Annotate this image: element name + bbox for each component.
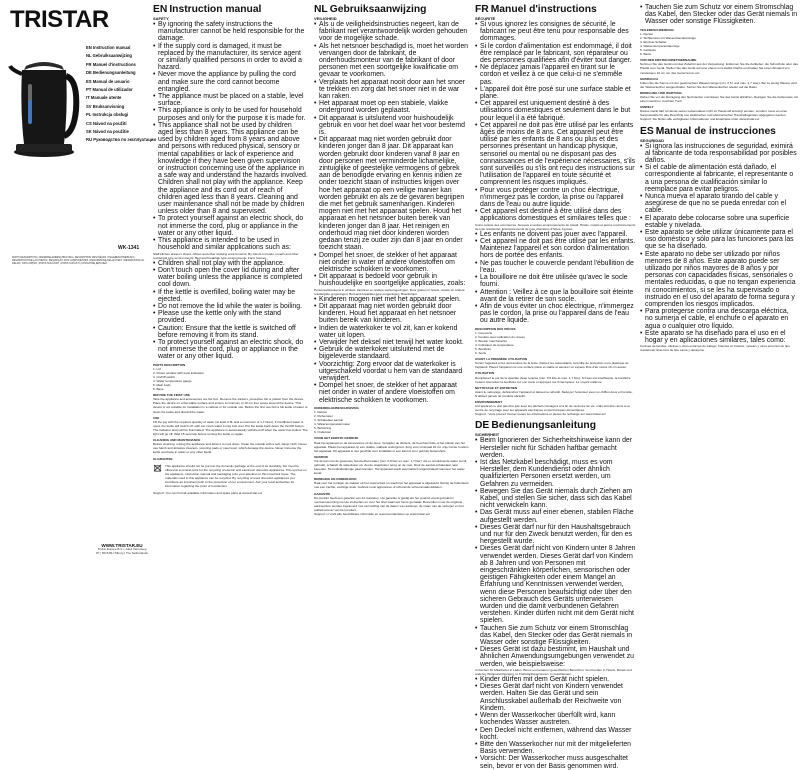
- safety-item: • Den Deckel nicht entfernen, während das Wasser kocht.: [475, 727, 636, 741]
- safety-item: • Afin de vous éviter un choc électrique, n'immergez pas le cordon, la prise ou l'appareil dans de l'eau ou autre liquide.: [475, 303, 636, 325]
- guarantee-heading: ENVIRONNEMENT: [475, 400, 503, 405]
- uses-list: Staff kitchen areas in shops, offices and other working environments; By clients in hotels, motels and other residential type environments; Bed and breakfast type environments; Farm houses.: [153, 251, 299, 260]
- kettle-illustration: [10, 40, 80, 160]
- safety-item: • Attention : Veillez à ce que la bouilloire soit éteinte avant de la retirer de son socle.: [475, 289, 636, 303]
- guarantee-text: Dit product heeft een garantie van 24 maanden. Uw garantie is geldig als het product wordt gebruikt in overeenstemming met de instructies en voor het doel waarvoor het is gemaakt. Bovendien moet de originele aankoopbon worden ingeleverd met vermelding van de datum van aankoop, de naam van de verkoper en het artikelnummer van het product.: [314, 495, 464, 512]
- part-item: 2. Peilvenster: [314, 413, 333, 418]
- use-text: Remplissez le pot de la quantité d'eau requise (min. 0,5 litre et max. 1,7 litre). Si l'eau est insuffisante, la bouilloire s'éteint. Remettez la bouilloire sur son socle et appuyez sur l'interrupteur. Le voyant s'allume.: [475, 375, 631, 384]
- part-item: 4. Watertemperatuurmeter: [314, 422, 351, 427]
- cover-column: [0, 0, 156, 575]
- part-item: 3. On/Off switch: [153, 374, 175, 379]
- safety-item: • Als u de veiligheidsinstructies negeert, kan de fabrikant niet verantwoordelijk worden gehouden voor de mogelijke schade.: [314, 21, 469, 43]
- website-link[interactable]: WWW.TRISTAR.EU: [101, 543, 143, 548]
- safety-item: • Dompel het snoer, de stekker of het apparaat niet onder in water of andere vloeistoffen om elektrische schokken te voorkomen.: [314, 252, 469, 274]
- safety-item: • If the kettle is overfilled, boiling water may be ejected.: [153, 289, 308, 303]
- before-heading: BEFORE THE FIRST USE: [153, 393, 190, 398]
- brand-logo: TRISTAR: [10, 6, 109, 33]
- safety-item: • Si el cable de alimentación está dañado, el correspondiente al fabricante, el representante o a una persona de cualificación similar lo reemplace para evitar peligros.: [640, 164, 798, 193]
- safety-item: • Beim Ignorieren der Sicherheitshinweise kann der Hersteller nicht für Schäden haftbar gemacht werden.: [475, 437, 636, 459]
- safety-item: • This appliance shall not be used by children aged less than 8 years. This appliance can be used by children aged from 8 years and above and persons with reduced physical, sensory or mental capabilities or lack of experience and knowledge if they have been given supervision or instruction concerning use of the appliance in a safe way and understand the hazards involved. Children shall not play with the appliance. Keep the appliance and its cord out of reach of children aged less than 8 years. Cleaning and user maintenance shall not be made by children unless older than 8 and supervised.: [153, 122, 308, 216]
- guarantee-heading: GUARANTEE: [153, 456, 173, 461]
- part-item: 2. Fenêtre avec indication du niveau: [475, 334, 525, 339]
- before-text: Nehmen Sie das Gerät und das Zubehör aus der Verpackung. Entfernen Sie die Aufkleber, die Schutzfolie oder das Plastik vom Gerät. Stellen Sie das Gerät auf eine ebene und stabile Fläche und halten Sie einen Abstand von mindestens 10 cm um das Gerät herum ein.: [640, 62, 798, 75]
- safety-item: • Cet appareil est uniquement destiné à des utilisations domestiques et seulement dans le but pour lequel il a été fabriqué.: [475, 100, 636, 122]
- cleaning-text: Haal voor het reinigen de stekker uit het stopcontact en wacht tot het apparaat is afgekoeld. Reinig de buitenkant met een zachte, vochtige doek. Gebruik nooit agressieve of schurende schoonmaakmiddelen.: [314, 481, 469, 490]
- language-item: DE Bedienungsanleitung: [86, 70, 136, 76]
- safety-item: • Si ignora las instrucciones de seguridad, eximirá al fabricante de toda responsabilidad por posibles daños.: [640, 143, 798, 165]
- before-heading: VOR DER ERSTEN INBETRIEBNAHME: [640, 58, 697, 63]
- section-title-nl: NL Gebruiksaanwijzing: [314, 4, 427, 15]
- safety-item: • Please use the kettle only with the stand provided.: [153, 310, 308, 324]
- language-item: EN Instruction manual: [86, 45, 131, 50]
- column-fr-de: [475, 4, 636, 770]
- safety-item: • Dit apparaat mag niet worden gebruikt door kinderen. Houd het apparaat en het netsnoer buiten bereik van kinderen.: [314, 303, 469, 325]
- column-nl: [314, 4, 469, 570]
- safety-item: • Dit apparaat is uitsluitend voor huishoudelijk gebruik en voor het doel waar het voor bestemd is.: [314, 115, 469, 137]
- safety-item: • Dieses Gerät darf nur für den Haushaltsgebrauch und nur für den Zweck benutzt werden, für den es hergestellt wurde.: [475, 524, 636, 546]
- part-item: 3. Ein/Aus-Schalter: [640, 39, 667, 44]
- safety-item: • To protect yourself against an electric shock, do not immerse the cord, plug or appliance in the water or any other liquid.: [153, 339, 308, 361]
- safety-item: • La bouilloire ne doit être utilisée qu'avec le socle fourni.: [475, 274, 636, 288]
- cleaning-text: Ziehen Sie vor der Reinigung den Netzstecker und lassen Sie das Gerät abkühlen. Reinigen Sie die Außenseite mit einem weichen, feuchten Tuch.: [640, 95, 798, 104]
- safety-item: • Dit apparaat is bedoeld voor gebruik in huishoudelijke en soortgelijke applicaties, zoals:: [314, 273, 469, 287]
- language-item: SV Bruksanvisning: [86, 103, 125, 109]
- cover-parts-caption: PARTS DESCRIPTION | ONDERDELENBESCHRIJVING | DESCRIPTION DES PIÈCES | TEILEBESCHREIBUNG | DESCRIPCIÓN DE LAS PIEZAS | DESCRIÇÃO DOS COMPONENTES | DESCRIZIONE DELLE PARTI | BESKRIVNING AV DELAR | OPIS CZĘŚCI | POPIS SOUČÁSTÍ | POPIS SÚČASTÍ | ОПИСАНИЕ ДЕТАЛЕЙ: [12, 256, 145, 266]
- parts-heading: PARTS DESCRIPTION: [153, 362, 186, 367]
- use-text: Fill the jug with the required quantity of water (at least 0.5L and a maximum of 1.7 litres). If insufficient water is used, the kettle will switch off, with too much water it may boil over. Put the kettle back down the On/Off button. The indicator lamp will be illuminated. The appliance is automatically switched off when the water has boiled. The light will go off. Wait 15 seconds before turning the kettle on again.: [153, 419, 308, 437]
- safety-item: • Never move the appliance by pulling the cord and make sure the cord cannot become entangled.: [153, 71, 308, 93]
- cleaning-heading: REINIGING EN ONDERHOUD: [314, 477, 357, 482]
- safety-item: • Nunca mueva el aparato tirando del cable y asegúrese de que no se pueda enredar con el cable.: [640, 193, 798, 215]
- safety-item: • Les enfants ne doivent pas jouer avec l'appareil.: [475, 231, 636, 238]
- column-de-es: [640, 4, 798, 570]
- language-item: CS Návod na použití: [86, 120, 127, 126]
- part-item: 5. Main body: [153, 383, 171, 387]
- safety-item: • Vorsicht: Der Wasserkocher muss ausgeschaltet sein, bevor er von der Basis genommen wird.: [475, 755, 636, 769]
- safety-heading: SEGURIDAD: [640, 137, 665, 143]
- safety-item: • Dompel het snoer, de stekker of het apparaat niet onder in water of andere vloeistoffen om elektrische schokken te voorkomen.: [314, 382, 469, 404]
- language-item: ES Manual de usuario: [86, 78, 130, 84]
- safety-item: • Wenn der Wasserkocher überfüllt wird, kann kochendes Wasser austreten.: [475, 712, 636, 726]
- safety-item: • Dit apparaat mag niet worden gebruikt door kinderen jonger dan 8 jaar. Dit apparaat kan worden gebruikt door kinderen vanaf 8 jaar en door personen met verminderde lichamelijke, zintuiglijke of geestelijke vermogens of gebrek aan de benodigde ervaring en kennis indien ze onder toezicht staan of instructies krijgen over hoe het apparaat op een veilige manier kan worden gebruikt en als ze de gevaren begrijpen die met het gebruik samenhangen. Kinderen mogen niet met het apparaat spelen. Houd het apparaat en het netsnoer buiten bereik van kinderen jonger dan 8 jaar. Het reinigen en onderhoud mag niet door kinderen worden gedaan tenzij ze ouder zijn dan 8 jaar en onder toezicht staan.: [314, 136, 469, 251]
- safety-item: • The appliance must be placed on a stable, level surface.: [153, 93, 308, 107]
- part-item: 6. Onderstel: [314, 430, 331, 435]
- uses-list: Personeelskeukens in winkels, kantoren en andere werkomgevingen; Door gasten in hotels, motels en andere residentiële omgevingen; Bed-and-breakfast-type omgevingen; Boerderijen.: [314, 287, 465, 296]
- section-title-fr: FR Manuel d'instructions: [475, 4, 597, 15]
- safety-item: • Cet appareil ne doit pas être utilisé par les enfants. Maintenez l'appareil et son cordon d'alimentation hors de portée des enfants.: [475, 238, 636, 260]
- safety-item: • Ne pas toucher le couvercle pendant l'ébullition de l'eau.: [475, 260, 636, 274]
- safety-item: • Ist das Netzkabel beschädigt, muss es vom Hersteller, dem Kundendienst oder ähnlich qualifizierten Personen ersetzt werden, um Gefahren zu vermeiden.: [475, 459, 636, 488]
- part-item: 1. Couvercle: [475, 330, 493, 335]
- column-en: [153, 4, 308, 570]
- support-text: Support: U vindt alle beschikbare informatie en reserveonderdelen op www.tristar.eu!: [314, 512, 431, 516]
- language-item: PT Manual de utilizador: [86, 87, 133, 93]
- part-item: 5. Bouilloire: [475, 346, 492, 351]
- part-item: 2. Power window with level indication: [153, 370, 204, 375]
- before-text: Haal het apparaat en de accessoires uit de doos. Verwijder de stickers, de beschermfolie of het plastic van het apparaat. Plaats het apparaat op een vlakke, stabiele ondergrond. Zorg voor minimaal 10 cm vrije ruimte rondom het apparaat. Dit apparaat is niet geschikt voor installatie in een kast of voor gebruik buitenshuis.: [314, 440, 469, 453]
- part-item: 6. Socle: [475, 351, 487, 356]
- part-item: 1. Deckel: [640, 31, 653, 36]
- safety-item: • Dieses Gerät darf nicht von Kindern verwendet werden. Halten Sie das Gerät und sein Anschlusskabel außerhalb der Reichweite von Kindern.: [475, 683, 636, 712]
- support-text: Support: Sie finden alle verfügbaren Informationen und Ersatzteile unter www.tristar.eu!: [640, 117, 760, 122]
- safety-item: • Para protegerse contra una descarga eléctrica, no sumerja el cable, el enchufe o el aparato en agua o cualquier otro líquido.: [640, 308, 798, 330]
- safety-item: • Don't touch open the cover lid during and after water boiling unless the appliance is completed cool down.: [153, 267, 308, 289]
- part-item: 6. Basis: [640, 52, 652, 57]
- use-heading: GEBRAUCH: [640, 76, 658, 81]
- part-item: 5. Gehäuse: [640, 48, 656, 53]
- part-item: 5. Behuizing: [314, 426, 332, 431]
- safety-item: • Tauchen Sie zum Schutz vor einem Stromschlag das Kabel, den Stecker oder das Gerät niemals in Wasser oder sonstige Flüssigkeiten.: [640, 4, 798, 26]
- language-item: FR Manuel d'instructions: [86, 61, 136, 67]
- language-item: SK Návod na použitie: [86, 129, 129, 135]
- safety-item: • Cet appareil est destiné à être utilisé dans des applications domestiques et similaires telles que :: [475, 208, 636, 222]
- company-address: Tristar Europe B.V. | Jules Verneweg 87 | 5015 BH Tilburg | The Netherlands: [96, 547, 148, 555]
- guarantee-text: This appliance should not be put into the domestic garbage at the end of its durability, but must be offered at a central point for the recycling of electric and electronic domestic appliances. This symbol on the appliance, instruction manual and packaging puts your attention to this important issue. The materials used in this appliance can be recycled. By recycling of used domestic appliances you contribute an important push to the protection of our environment. Ask your local authorities for information regarding the point of recollection.: [165, 463, 307, 489]
- safety-item: • Do not remove the lid while the water is boiling.: [153, 303, 308, 310]
- safety-item: • By ignoring the safety instructions the manufacturer cannot be held responsible for the damage.: [153, 21, 308, 43]
- parts-heading: ONDERDELENBESCHRIJVING: [314, 405, 359, 410]
- uses-list: In Küchen für Mitarbeiter in Läden, Büros und anderen gewerblichen Bereichen; Von Kunden in Hotels, Motels und anderen Wohneinrichtungen; In Frühstückspensionen; In Gutshäusern.: [475, 667, 632, 676]
- before-text: Sortez l'appareil et les accessoires de la boîte. Retirez les autocollants, la feuille de protection ou le plastique de l'appareil. Placez l'appareil sur une surface plane et stable et assurez un espace libre d'au moins 10 cm autour.: [475, 361, 629, 370]
- before-heading: VOOR HET EERSTE GEBRUIK: [314, 436, 359, 441]
- part-item: 4. Wassertemperaturanzeige: [640, 43, 680, 48]
- language-item: PL Instrukcja obsługi: [86, 112, 129, 118]
- parts-heading: TEILEBESCHREIBUNG: [640, 27, 674, 32]
- section-title-es: ES Manual de instrucciones: [640, 125, 776, 137]
- safety-item: • Si vous ignorez les consignes de sécurité, le fabricant ne peut être tenu pour responsable des dommages.: [475, 21, 636, 43]
- safety-item: • Verplaats het apparaat nooit door aan het snoer te trekken en zorg dat het snoer niet in de war kan raken.: [314, 79, 469, 101]
- cleaning-heading: CLEANING AND MAINTENANCE: [153, 438, 201, 443]
- model-number: WK-1341: [118, 245, 140, 251]
- language-item: NL Gebruiksaanwijzing: [86, 53, 132, 59]
- part-item: 2. Sichtfenster mit Wasserstandsanzeige: [640, 35, 696, 40]
- part-item: 4. Water temperature gauge: [153, 378, 192, 383]
- guarantee-text: Cet appareil ne doit pas être jeté avec les déchets ménagers à la fin de sa durée de vie, mais doit être remis à un centre de recyclage pour les appareils électriques et électroniques domestiques.: [475, 404, 631, 413]
- safety-item: • Bitte den Wasserkocher nur mit der mitgelieferten Basis verwenden.: [475, 741, 636, 755]
- safety-item: • Este aparato no debe ser utilizado por niños menores de 8 años. Este aparato puede ser utilizado por niños mayores de 8 años y por personas con capacidades físicas, sensoriales o mentales reducidas, o que no tengan experiencia ni conocimientos, si se les ha supervisado o instruido en el uso del aparato de forma segura y comprenden los riesgos implicados.: [640, 251, 798, 309]
- safety-heading: VEILIGHEID: [314, 16, 337, 21]
- language-list: [86, 44, 156, 145]
- safety-item: • L'appareil doit être posé sur une surface stable et plane.: [475, 86, 636, 100]
- cleaning-text: Before cleaning, unplug the appliance and allow it to cool down. Clean the outside with a soft, damp cloth. Never use harsh and abrasive cleaners, scouring pads or steel wool, which damage the device. Never immerse the kettle and base in water or any other liquid.: [153, 442, 307, 455]
- safety-item: • Dieses Gerät ist dazu bestimmt, im Haushalt und ähnlichen Anwendungsumgebungen verwendet zu werden, wie beispielsweise:: [475, 646, 636, 668]
- safety-item: • Voorzichtig: Zorg ervoor dat de waterkoker is uitgeschakeld voordat u hem van de standaard verwijdert.: [314, 361, 469, 383]
- section-title-en: EN Instruction manual: [153, 4, 262, 15]
- safety-item: • Este aparato se ha diseñado para el uso en el hogar y en aplicaciones similares, tales como:: [640, 330, 798, 344]
- uses-list: Coins cuisine des commerces, bureaux et autres environnements de travail; Hôtels, motels et autres environnements de type résidentiel; Environnements de type chambres d'hôtes; Fermes.: [475, 222, 636, 231]
- safety-heading: SAFETY: [153, 16, 169, 21]
- safety-item: • If the supply cord is damaged, it must be replaced by the manufacturer, its service agent or similarly qualified persons in order to avoid a hazard.: [153, 43, 308, 72]
- safety-item: • Verwijder het deksel niet terwijl het water kookt.: [314, 339, 469, 346]
- part-item: 4. Indicateur de température: [475, 342, 514, 347]
- support-text: Support : Vous pouvez trouver toutes les informations et pièces de rechange sur www.tristar.eu!: [475, 412, 606, 417]
- before-heading: AVANT LA PREMIÈRE UTILISATION: [475, 357, 528, 362]
- safety-item: • Cet appareil ne doit pas être utilisé par les enfants âgés de moins de 8 ans. Cet appareil peut être utilisé par les enfants de 8 ans ou plus et des personnes présentant un handicap physique, sensoriel ou mental ou ne disposant pas des connaissances et de l'expérience nécessaires, s'ils sont surveillés ou s'ils ont reçu des instructions sur l'utilisation de l'appareil en toute sécurité et comprennent les risques impliqués.: [475, 122, 636, 187]
- safety-heading: SÉCURITÉ: [475, 16, 496, 21]
- before-text: Take the appliance and accessories out the box. Remove the stickers, protective foil or plastic from the device. Place the device on a flat stable surface and ensure a minimum of 10 cm free space around the device. This device is not suitable for installation in a cabinet or for outside use. Before the first use boil a full kettle of water to clean the kettle and discard the water.: [153, 397, 308, 414]
- parts-heading: DESCRIPTION DES PIÈCES: [475, 326, 516, 331]
- section-title-de: DE Bedienungsanleitung: [475, 420, 597, 432]
- recycle-bin-icon: [153, 464, 162, 472]
- safety-item: • Children shall not play with the appliance.: [153, 260, 308, 267]
- part-item: 6. Base: [153, 387, 164, 392]
- guarantee-heading: UMWELT: [640, 105, 654, 110]
- part-item: 1. Lid: [153, 366, 161, 371]
- safety-item: • Si le cordon d'alimentation est endommagé, il doit être remplacé par le fabricant, son réparateur ou des personnes qualifiées afin d'éviter tout danger.: [475, 43, 636, 65]
- safety-item: • To protect yourself against an electric shock, do not immerse the cord, plug or appliance in the water or any other liquid.: [153, 215, 308, 237]
- safety-item: • Caution: Ensure that the kettle is switched off before removing it from its stand.: [153, 325, 308, 339]
- safety-heading: SICHERHEIT: [475, 432, 500, 438]
- cover-footer: [96, 543, 148, 556]
- cleaning-text: Avant le nettoyage, débranchez l'appareil et laissez-le refroidir. Nettoyez l'extérieur avec un chiffon doux et humide. N'utilisez jamais de produits abrasifs.: [475, 389, 633, 398]
- support-text: Support: You can find all available information and spare parts at www.tristar.eu!: [153, 491, 263, 496]
- safety-item: • Gebruik de waterkoker uitsluitend met de bijgeleverde standaard.: [314, 346, 469, 360]
- safety-item: • This appliance is intended to be used in household and similar applications such as:: [153, 237, 308, 251]
- safety-item: • Als het netsnoer beschadigd is, moet het worden vervangen door de fabrikant, de onderhoudsmonteur van de fabrikant of door personen met een soortgelijke kwalificatie om gevaar te voorkomen.: [314, 43, 469, 79]
- cleaning-heading: REINIGUNG UND WARTUNG: [640, 90, 682, 95]
- use-text: Vul de kan met de gewenste hoeveelheid water (min. 0,5 liter en max. 1,7 liter). Als er onvoldoende water wordt gebruikt, schakelt de waterkoker uit. Zet de waterkoker terug op de voet. Druk de aan/uit-schakelaar naar beneden. Het indicatielampje gaat branden. Het apparaat wordt automatisch uitgeschakeld wanneer het water kookt.: [314, 458, 467, 476]
- safety-item: • Tauchen Sie zum Schutz vor einem Stromschlag das Kabel, den Stecker oder das Gerät niemals in Wasser oder sonstige Flüssigkeiten.: [475, 625, 636, 647]
- part-item: 1. Deksel: [314, 409, 327, 414]
- safety-item: • Kinderen mogen niet met het apparaat spelen.: [314, 296, 469, 303]
- guarantee-heading: GARANTIE: [314, 491, 331, 496]
- guarantee-text: Dieses Gerät darf am Ende seiner Lebensdauer nicht im Hausmüll entsorgt werden, sondern muss an einer Sammelstelle für das Recycling von elektrischen und elektronischen Haushaltsgeräten abgegeben werden.: [640, 109, 788, 118]
- safety-item: • Het apparaat moet op een stabiele, vlakke ondergrond worden geplaatst.: [314, 100, 469, 114]
- cleaning-heading: NETTOYAGE ET ENTRETIEN: [475, 385, 518, 390]
- part-item: 3. Bouton marche/arrêt: [475, 338, 507, 343]
- safety-item: • Dieses Gerät darf nicht von Kindern unter 8 Jahren verwendet werden. Dieses Gerät darf von Kindern ab 8 Jahren und von Personen mit eingeschränkten körperlichen, sensorischen oder geistigen Fähigkeiten oder einem Mangel an Erfahrung und Kenntnissen verwendet werden, wenn diese Personen beaufsichtigt oder über den sicheren Gebrauch des Geräts unterwiesen wurden und die damit verbundenen Gefahren verstehen. Kinder dürfen nicht mit dem Gerät nicht spielen.: [475, 545, 636, 624]
- part-item: 3. Schakelaar aan/uit: [314, 418, 344, 423]
- safety-item: • Este aparato se debe utilizar únicamente para el uso doméstico y sólo para las funciones para las que se ha diseñado.: [640, 229, 798, 251]
- safety-item: • El aparato debe colocarse sobre una superficie estable y nivelada.: [640, 215, 798, 229]
- safety-item: • Das Gerät muss auf einer ebenen, stabilen Fläche aufgestellt werden.: [475, 509, 636, 523]
- use-heading: GEBRUIK: [314, 454, 329, 459]
- use-text: Füllen Sie die Kanne mit der gewünschten Wassermenge (min. 0,5 l und max. 1,7 Liter). Bei zu wenig Wasser wird der Wasserkocher ausgeschaltet. Setzen Sie den Wasserkocher wieder auf die Basis.: [640, 80, 797, 89]
- safety-item: • Bewegen Sie das Gerät niemals durch Ziehen am Kabel, und stellen Sie sicher, dass sich das Kabel nicht verwickeln kann.: [475, 488, 636, 510]
- safety-item: • Indien de waterkoker te vol zit, kan er kokend water uit lopen.: [314, 325, 469, 339]
- use-heading: USE: [153, 415, 160, 420]
- use-heading: UTILISATION: [475, 371, 495, 376]
- safety-item: • This appliance is only to be used for household purposes and only for the purpose it is made for.: [153, 107, 308, 121]
- safety-item: • Ne déplacez jamais l'appareil en tirant sur le cordon et veillez à ce que celui-ci ne s'emmêle pas.: [475, 64, 636, 86]
- language-item: RU Руководство по эксплуатации: [86, 137, 156, 143]
- safety-item: • Pour vous protéger contre un choc électrique, n'immergez pas le cordon, la prise ou l'appareil dans de l'eau ou autre liquide.: [475, 187, 636, 209]
- safety-item: • Kinder dürfen mit dem Gerät nicht spielen.: [475, 676, 636, 683]
- language-item: IT Manuale utente: [86, 95, 122, 101]
- uses-list: Cocinas de tiendas, oficinas y otros entornos de trabajo; Clientes en hoteles, moteles y otros entornos de tipo residencial; Entornos de tipo cama y desayuno.: [640, 344, 790, 353]
